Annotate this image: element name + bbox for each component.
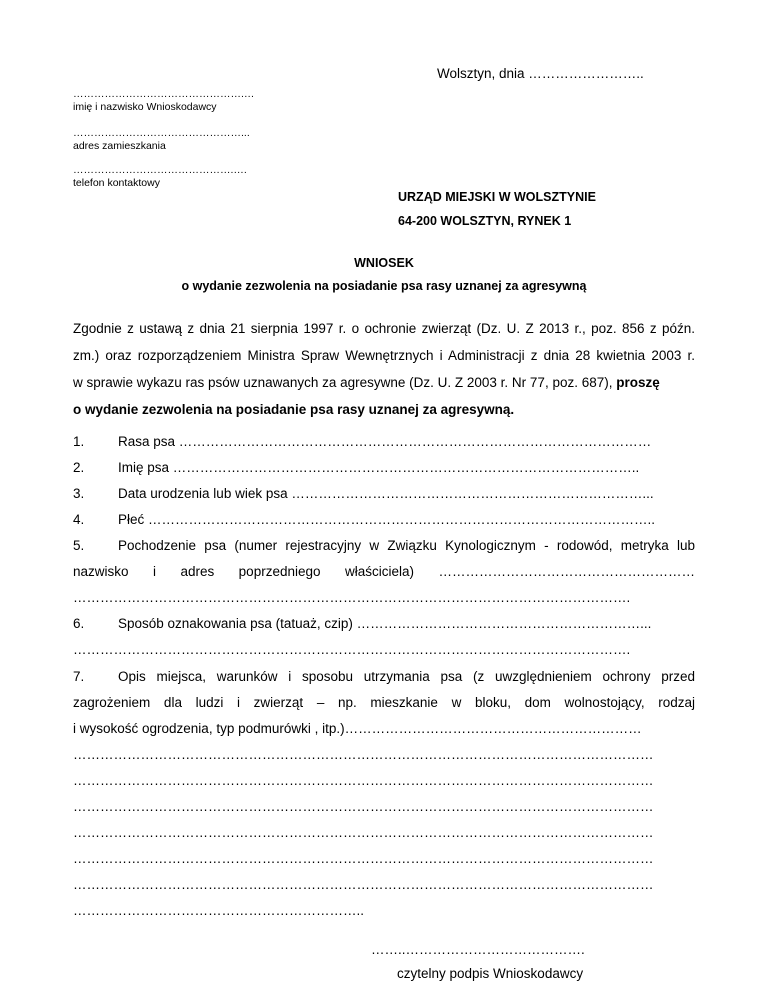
name-label: imię i nazwisko Wnioskodawcy	[73, 101, 217, 113]
blank-line	[73, 825, 695, 845]
intro-line-3	[73, 369, 695, 396]
fill-dots: …………………………………………………………………………………………………………………	[73, 799, 654, 814]
place-date: Wolsztyn, dnia ……………………..	[437, 66, 644, 81]
item-number: 1.	[73, 434, 85, 449]
signature-dots: ……..………………………………….	[371, 942, 585, 957]
document-title: WNIOSEK	[354, 256, 414, 270]
fill-dots: …………………………………………………………………………………………………………………	[73, 877, 654, 892]
intro-line-3-text: w sprawie wykazu ras psów uznawanych za agresywne (Dz. U. Z 2003 r. Nr 77, poz. 687),	[73, 375, 617, 390]
signature-label: czytelny podpis Wnioskodawcy	[397, 966, 584, 981]
blank-line	[73, 799, 695, 819]
item-rasa	[73, 434, 695, 454]
word: poprzedniego	[238, 564, 321, 579]
fill-dots: ………………………………………………………..	[73, 903, 365, 918]
fill-dots: …………………………………………………………………………………………………………………	[73, 825, 654, 840]
name-dots: ………………………………………….…	[73, 88, 255, 100]
item-label: Płeć …………………………………………………………………………………………………..	[118, 512, 656, 527]
item-number: 2.	[73, 460, 85, 475]
document-subtitle: o wydanie zezwolenia na posiadanie psa rasy uznanej za agresywną	[181, 279, 587, 293]
item-label: Pochodzenie psa (numer rejestracyjny w Związku Kynologicznym - rodowód, metryka lub	[118, 538, 695, 553]
item-number: 5.	[73, 538, 85, 553]
item-opis	[73, 669, 695, 689]
item-pochodzenie	[73, 538, 695, 558]
item-label: Sposób oznakowania psa (tatuaż, czip) ………………………………………………………...	[118, 616, 652, 631]
item-label: Opis miejsca, warunków i sposobu utrzymania psa (z uwzględnieniem ochrony przed	[118, 669, 695, 684]
item-imie	[73, 460, 695, 480]
word: i	[152, 564, 156, 579]
intro-line-1: Zgodnie z ustawą z dnia 21 sierpnia 1997 r. o ochronie zwierząt (Dz. U. Z 2013 r., poz. 856 z późn.	[73, 321, 695, 336]
address-label: adres zamieszkania	[73, 140, 166, 152]
fill-dots: …………………………………………………	[438, 564, 695, 579]
fill-dots: …………………………………………………………………………………………………………….	[73, 590, 631, 605]
item-data-urodzenia	[73, 486, 695, 506]
intro-line-3-bold: proszę	[616, 375, 660, 390]
word: nazwisko	[73, 564, 129, 579]
blank-line	[73, 773, 695, 793]
item-number: 7.	[73, 669, 85, 684]
item-text: i wysokość ogrodzenia, typ podmurówki , itp.)…………………………………………………………	[73, 721, 642, 736]
item-number: 6.	[73, 616, 85, 631]
intro-line-4: o wydanie zezwolenia na posiadanie psa rasy uznanej za agresywną.	[73, 402, 515, 417]
item-number: 3.	[73, 486, 85, 501]
item-label: Data urodzenia lub wiek psa ……………………………………………………………………...	[118, 486, 654, 501]
item-label: Rasa psa ……………………………………………………………………………………………	[118, 434, 652, 449]
word: adres	[180, 564, 215, 579]
item-pochodzenie-line-2	[73, 564, 695, 584]
blank-line-last	[73, 903, 695, 923]
item-number: 4.	[73, 512, 85, 527]
item-plec	[73, 512, 695, 532]
phone-dots: ……………………………………….….	[73, 164, 247, 176]
address-dots: …………………………………………...	[73, 127, 250, 139]
item-opis-line-3	[73, 721, 695, 741]
item-pochodzenie-line-3	[73, 590, 695, 610]
item-oznakowanie-line-2	[73, 642, 695, 662]
intro-paragraph	[73, 315, 695, 423]
fill-dots: …………………………………………………………………………………………………………………	[73, 773, 654, 788]
item-oznakowanie	[73, 616, 695, 636]
recipient-line2: 64-200 WOLSZTYN, RYNEK 1	[398, 214, 572, 228]
recipient-line1: URZĄD MIEJSKI W WOLSZTYNIE	[398, 190, 596, 204]
blank-line	[73, 877, 695, 897]
intro-line-2: zm.) oraz rozporządzeniem Ministra Spraw Wewnętrznych i Administracji z dnia 28 kwietnia 2003 r.	[73, 348, 695, 363]
item-opis-line-2	[73, 695, 695, 715]
word: właściciela)	[344, 564, 414, 579]
item-text: zagrożeniem dla ludzi i zwierząt – np. mieszkanie w bloku, dom wolnostojący, rodzaj	[73, 695, 695, 710]
item-label: Imię psa …………………………………………………………………………………………..	[118, 460, 640, 475]
fill-dots: …………………………………………………………………………………………………………………	[73, 851, 654, 866]
blank-line	[73, 851, 695, 871]
phone-label: telefon kontaktowy	[73, 177, 160, 189]
fill-dots: …………………………………………………………………………………………………………….	[73, 642, 631, 657]
fill-dots: …………………………………………………………………………………………………………………	[73, 747, 654, 762]
blank-line	[73, 747, 695, 767]
